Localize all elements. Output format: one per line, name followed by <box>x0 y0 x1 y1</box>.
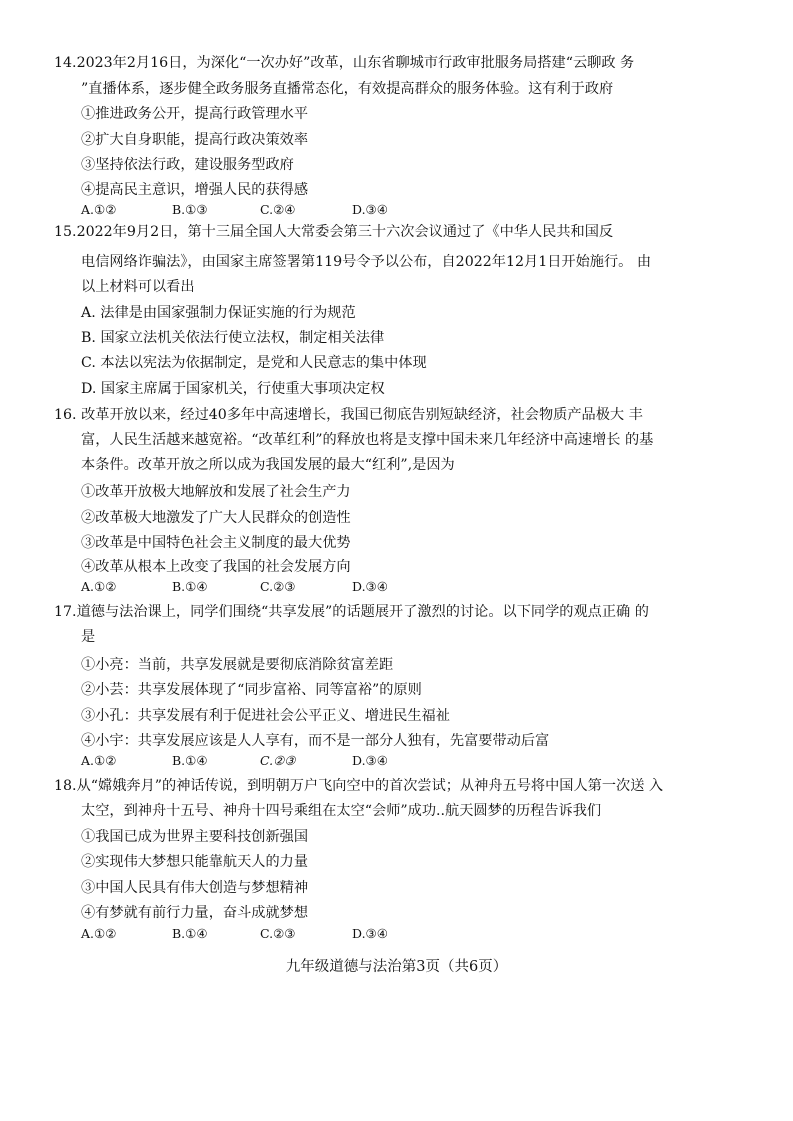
question-16-option-c: C.②③ <box>260 579 296 594</box>
question-17-stem-line-1: 17.道德与法治课上，同学们围绕“共享发展”的话题展开了激烈的讨论。以下同学的观点正确 的 <box>54 604 649 620</box>
question-16-item-4: ④改革从根本上改变了我国的社会发展方向 <box>81 559 351 575</box>
question-14-option-d: D.③④ <box>352 202 388 217</box>
question-14-item-3: ③坚持依法行政，建设服务型政府 <box>81 157 294 173</box>
question-14-stem-line-1: 14.2023年2月16日，为深化“一次办好”改革，山东省聊城市行政审批服务局搭建“云聊政 务 <box>54 55 635 71</box>
question-14-option-a: A.①② <box>81 202 117 217</box>
question-15-stem-line-3: 以上材料可以看出 <box>81 279 195 295</box>
question-15-choice-a: A. 法律是由国家强制力保证实施的行为规范 <box>81 305 356 321</box>
question-14-option-c: C.②④ <box>260 202 296 217</box>
question-18-stem-line-1: 18.从“嫦娥奔月”的神话传说，到明朝万户飞向空中的首次尝试；从神舟五号将中国人第一次送 入 <box>54 778 664 794</box>
question-17-item-2: ②小芸：共享发展体现了“同步富裕、同等富裕”的原则 <box>81 682 422 698</box>
question-18-option-c: C.②③ <box>260 926 296 941</box>
question-18-stem-line-2: 太空，到神舟十五号、神舟十四号乘组在太空“会师”成功..航天圆梦的历程告诉我们 <box>81 803 602 819</box>
question-15-choice-b: B. 国家立法机关依法行使立法权，制定相关法律 <box>81 330 385 346</box>
question-16-option-a: A.①② <box>81 579 117 594</box>
question-14-stem-line-2: ”直播体系，逐步健全政务服务直播常态化，有效提高群众的服务体验。这有利于政府 <box>81 81 614 97</box>
question-17-item-1: ①小亮：当前，共享发展就是要彻底消除贫富差距 <box>81 657 394 673</box>
question-16-item-1: ①改革开放极大地解放和发展了社会生产力 <box>81 484 351 500</box>
question-16-stem-line-1: 16. 改革开放以来，经过40多年中高速增长，我国已彻底告别短缺经济，社会物质产品极大 丰 <box>54 407 643 423</box>
question-17-stem-line-2: 是 <box>81 629 96 645</box>
question-17-option-b: B.①④ <box>172 753 208 768</box>
question-16-item-2: ②改革极大地激发了广大人民群众的创造性 <box>81 510 351 526</box>
question-14-item-2: ②扩大自身职能，提高行政决策效率 <box>81 132 309 148</box>
question-17-item-4: ④小宇：共享发展应该是人人享有，而不是一部分人独有，先富要带动后富 <box>81 733 550 749</box>
question-17-option-d: D.③④ <box>352 753 388 768</box>
question-15-stem-line-2: 电信网络诈骗法》，由国家主席签署第119号令予以公布，自2022年12月1日开始施行。 由 <box>81 254 652 270</box>
question-18-option-a: A.①② <box>81 926 117 941</box>
question-18-option-b: B.①④ <box>172 926 208 941</box>
question-18-item-1: ①我国已成为世界主要科技创新强国 <box>81 829 309 845</box>
question-17-option-c: C.②③ <box>260 753 296 768</box>
question-16-item-3: ③改革是中国特色社会主义制度的最大优势 <box>81 535 351 551</box>
question-14-item-1: ①推进政务公开，提高行政管理水平 <box>81 106 309 122</box>
question-18-item-4: ④有梦就有前行力量，奋斗成就梦想 <box>81 905 309 921</box>
question-14-item-4: ④提高民主意识，增强人民的获得感 <box>81 182 309 198</box>
question-16-option-b: B.①④ <box>172 579 208 594</box>
page-footer: 九年级道德与法治第3页（共6页） <box>285 959 508 975</box>
question-16-stem-line-3: 本条件。改革开放之所以成为我国发展的最大“红利”,是因为 <box>81 457 455 473</box>
question-18-item-2: ②实现伟大梦想只能靠航天人的力量 <box>81 854 309 870</box>
question-17-option-a: A.①② <box>81 753 117 768</box>
question-18-item-3: ③中国人民具有伟大创造与梦想精神 <box>81 880 309 896</box>
question-15-choice-d: D. 国家主席属于国家机关，行使重大事项决定权 <box>81 381 385 397</box>
question-14-option-b: B.①③ <box>172 202 208 217</box>
question-15-choice-c: C. 本法以宪法为依据制定，是党和人民意志的集中体现 <box>81 355 427 371</box>
question-17-item-3: ③小孔：共享发展有利于促进社会公平正义、增进民生福祉 <box>81 708 450 724</box>
question-18-option-d: D.③④ <box>352 926 388 941</box>
question-16-option-d: D.③④ <box>352 579 388 594</box>
question-15-stem-line-1: 15.2022年9月2日，第十三届全国人大常委会第三十六次会议通过了《中华人民共和国反 <box>54 224 614 240</box>
question-16-stem-line-2: 富，人民生活越来越宽裕。“改革红利”的释放也将是支撑中国未来几年经济中高速增长 的基 <box>81 432 654 448</box>
